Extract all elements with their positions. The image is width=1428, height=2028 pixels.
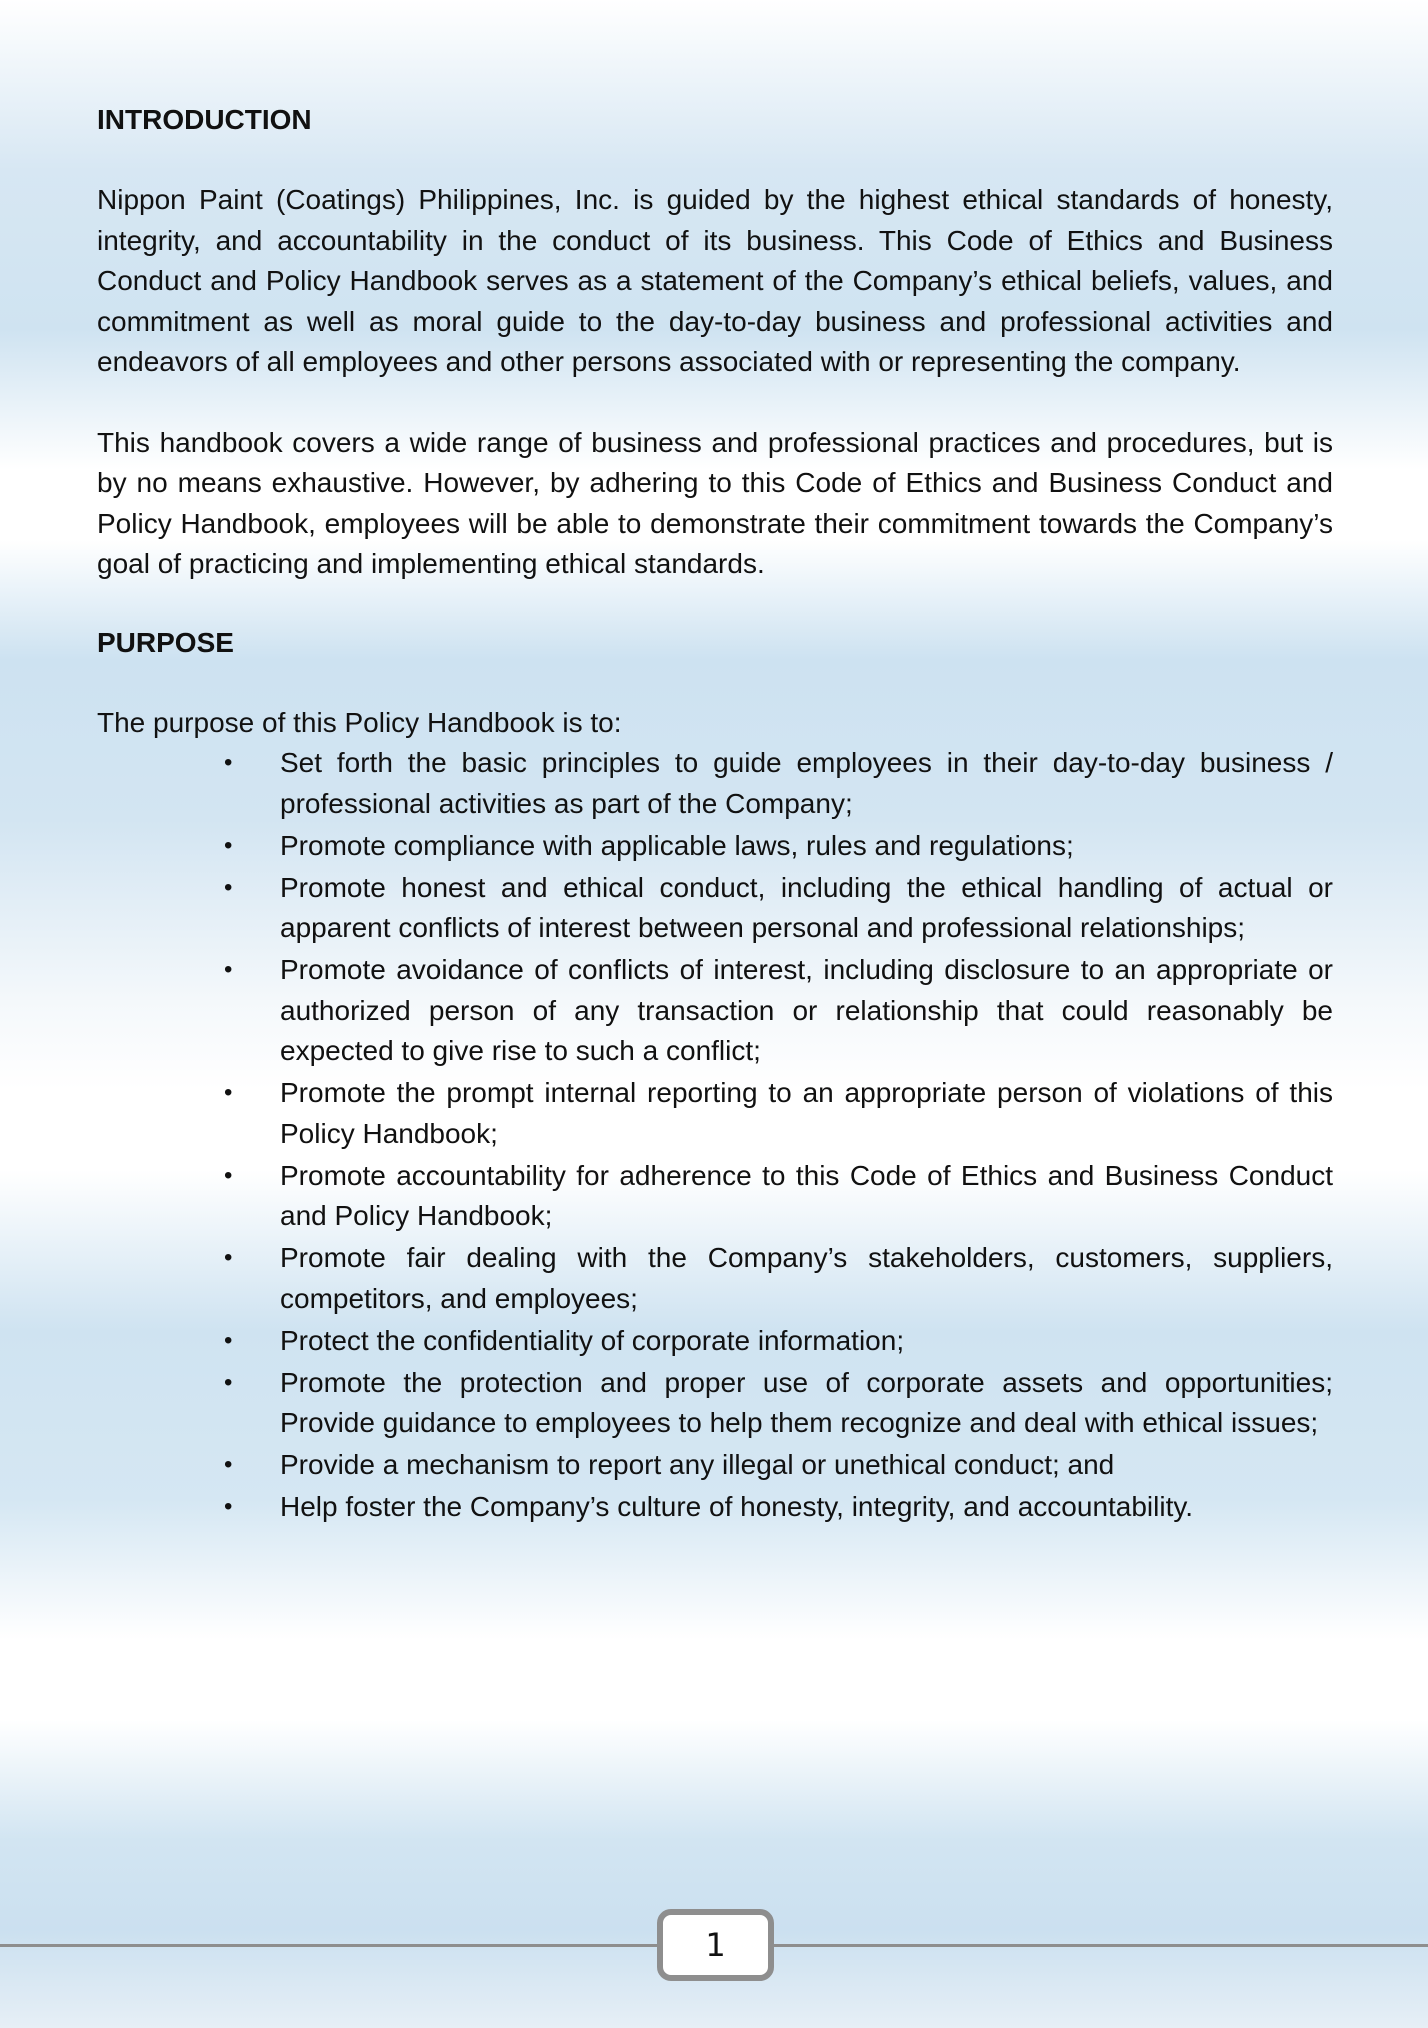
page-number: 1 [705,1926,726,1964]
footer-divider-right [774,1944,1428,1947]
document-page [97,100,1333,1529]
introduction-paragraph-1: Nippon Paint (Coatings) Philippines, Inc. is guided by the highest ethical standards of honesty, integrity, and accountability in the conduct of its business. This Code of Ethics and Business Conduct and Policy Handbook serves as a statement of the Company’s ethical beliefs, values, and commitment as well as moral guide to the day-to-day business and professional activities and endeavors of all employees and other persons associated with or representing the company. [97,184,1333,377]
list-item [224,950,1333,1072]
introduction-paragraph-2: This handbook covers a wide range of business and professional practices and procedures, but is by no means exhaustive. However, by adhering to this Code of Ethics and Business Conduct and Policy Handbook, employees will be able to demonstrate their commitment towards the Company’s goal of practicing and implementing ethical standards. [97,426,1333,579]
list-item-text: Provide a mechanism to report any illegal or unethical conduct; and [280,1449,1115,1480]
footer-divider-left [0,1944,657,1947]
list-item [224,743,1333,824]
list-item [224,1073,1333,1154]
list-item-text: Protect the confidentiality of corporate information; [280,1324,905,1356]
bullet-icon: • [224,1493,233,1520]
bullet-icon: • [224,1161,233,1189]
list-item-text: Promote compliance with applicable laws, rules and regulations; [280,829,1074,861]
list-item-text: Promote the prompt internal reporting to an appropriate person of violations of this Policy Handbook; [280,1077,1333,1149]
purpose-lead: The purpose of this Policy Handbook is to: [97,706,622,738]
list-item [224,1156,1333,1237]
list-item [224,1487,1333,1528]
list-item-text: Promote the protection and proper use of corporate assets and opportunities; Provide guidance to employees to help them recognize and deal with ethical issues; [280,1366,1333,1438]
list-item-text: Help foster the Company’s culture of honesty, integrity, and accountability. [280,1491,1194,1522]
list-item-text: Promote avoidance of conflicts of interest, including disclosure to an appropriate or authorized person of any transaction or relationship that could reasonably be expected to give rise to such a conflict; [280,954,1333,1066]
introduction-heading: INTRODUCTION [97,104,312,135]
list-item [224,1238,1333,1319]
list-item [224,868,1333,949]
bullet-icon: • [224,1326,233,1354]
list-item-text: Promote honest and ethical conduct, including the ethical handling of actual or apparent conflicts of interest between personal and professional relationships; [280,871,1333,943]
bullet-icon: • [224,873,233,901]
list-item-text: Promote accountability for adherence to this Code of Ethics and Business Conduct and Policy Handbook; [280,1159,1333,1231]
list-item [224,1363,1333,1444]
bullet-icon: • [224,956,233,983]
bullet-icon: • [224,749,233,776]
purpose-list [97,743,1333,1528]
list-item-text: Set forth the basic principles to guide employees in their day-to-day business / professional activities as part of the Company; [280,747,1333,819]
purpose-heading: PURPOSE [97,626,234,658]
bullet-icon: • [224,1079,233,1106]
list-item-text: Promote fair dealing with the Company’s stakeholders, customers, suppliers, competitors, and employees; [280,1242,1333,1314]
list-item [224,1321,1333,1362]
list-item [224,1445,1333,1486]
bullet-icon: • [224,1244,233,1271]
list-item [224,826,1333,867]
bullet-icon: • [224,831,233,859]
page-number-badge [657,1909,774,1981]
bullet-icon: • [224,1451,233,1478]
bullet-icon: • [224,1368,233,1396]
